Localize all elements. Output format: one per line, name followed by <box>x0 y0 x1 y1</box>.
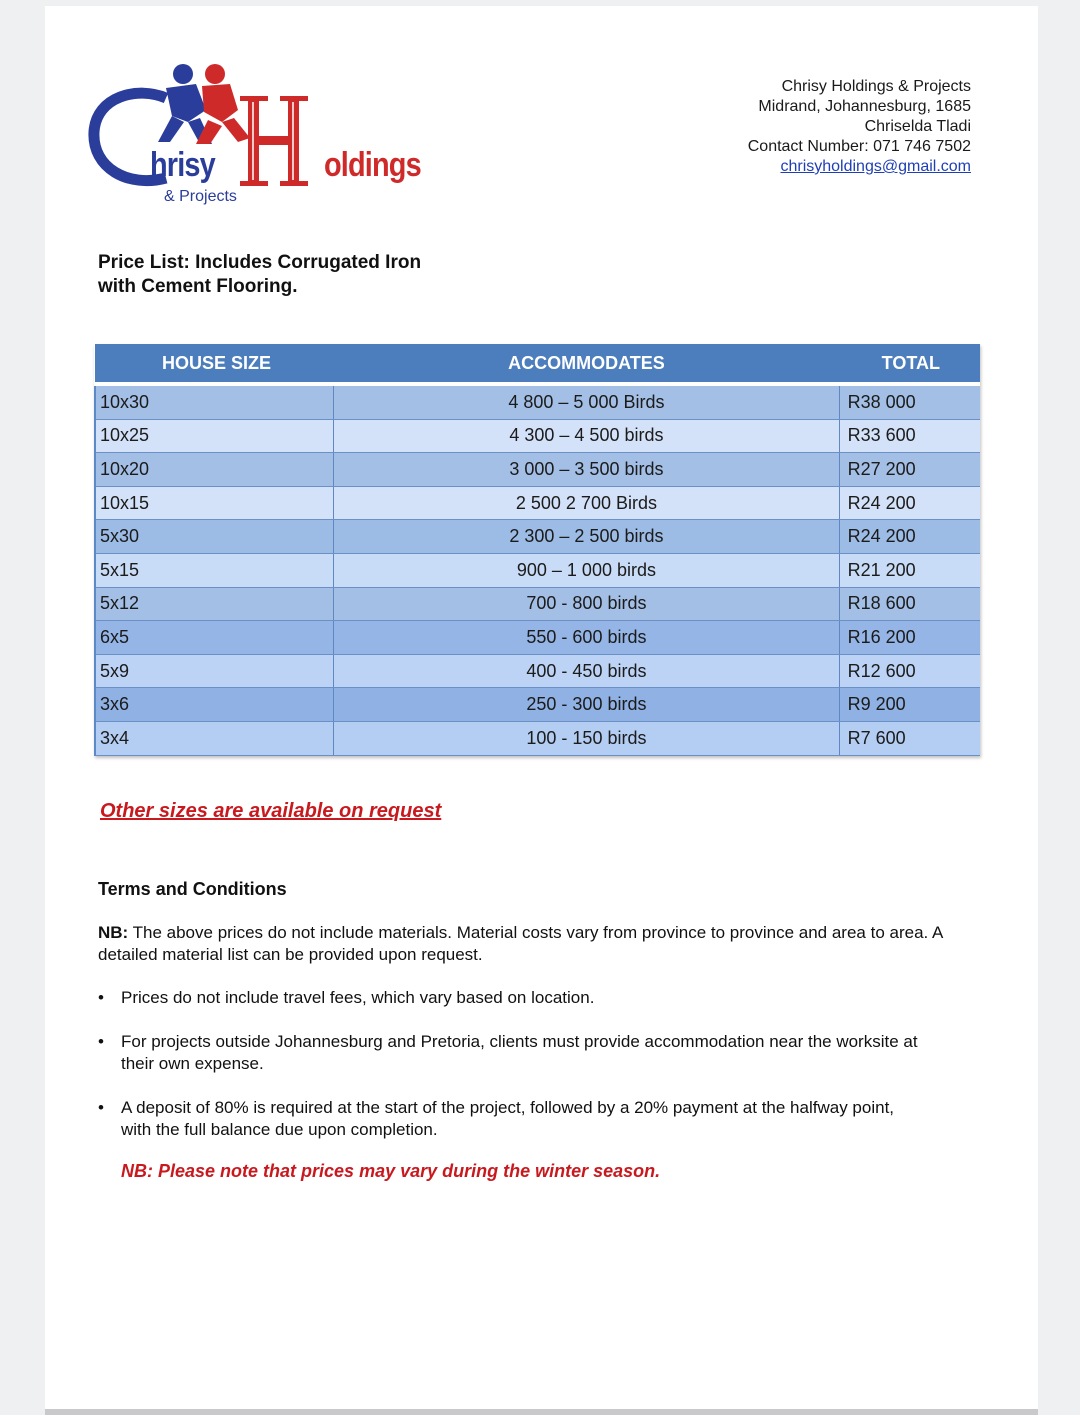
cell-accommodates: 100 - 150 birds <box>334 721 839 755</box>
email-link[interactable]: chrisyholdings@gmail.com <box>780 158 971 175</box>
address-line: Chriselda Tladi <box>864 118 971 135</box>
cell-accommodates: 400 - 450 birds <box>334 654 839 688</box>
cell-house-size: 10x20 <box>95 453 334 487</box>
nb-label: NB: <box>98 923 129 942</box>
cell-total: R12 600 <box>839 654 980 688</box>
table-row <box>95 621 980 655</box>
table-row <box>95 553 980 587</box>
company-logo <box>88 60 438 210</box>
cell-total: R16 200 <box>839 621 980 655</box>
cell-house-size: 5x15 <box>95 553 334 587</box>
cell-house-size: 3x4 <box>95 721 334 755</box>
terms-item-text: Prices do not include travel fees, which vary based on location. <box>121 988 595 1007</box>
bullet-icon: • <box>98 1032 104 1051</box>
terms-item <box>98 1097 918 1141</box>
table-row <box>95 520 980 554</box>
terms-heading: Terms and Conditions <box>98 879 287 899</box>
cell-house-size: 5x30 <box>95 520 334 554</box>
logo-subtitle: & Projects <box>164 188 237 205</box>
price-table <box>94 344 980 756</box>
logo-word-chrisy: hrisy <box>150 146 215 184</box>
cell-total: R24 200 <box>839 520 980 554</box>
terms-item-text: For projects outside Johannesburg and Pretoria, clients must provide accommodation near the worksite at their own expense. <box>121 1032 918 1073</box>
cell-accommodates: 4 300 – 4 500 birds <box>334 419 839 453</box>
header-house-size: HOUSE SIZE <box>95 344 334 384</box>
nb-text: The above prices do not include materials. Material costs vary from province to province and area to area. A detailed material list can be provided upon request. <box>98 923 943 964</box>
table-row <box>95 688 980 722</box>
bullet-icon: • <box>98 988 104 1007</box>
nb-paragraph <box>98 922 958 966</box>
table-row <box>95 453 980 487</box>
table-header-row <box>95 344 980 384</box>
cell-total: R21 200 <box>839 553 980 587</box>
cell-accommodates: 700 - 800 birds <box>334 587 839 621</box>
bullet-icon: • <box>98 1098 104 1117</box>
address-line: Midrand, Johannesburg, 1685 <box>758 98 971 115</box>
page-edge-shadow <box>45 1409 1038 1415</box>
cell-total: R7 600 <box>839 721 980 755</box>
cell-total: R9 200 <box>839 688 980 722</box>
table-row <box>95 721 980 755</box>
header-accommodates: ACCOMMODATES <box>334 344 839 384</box>
cell-total: R24 200 <box>839 486 980 520</box>
contact-number: Contact Number: 071 746 7502 <box>747 138 971 155</box>
title-line: with Cement Flooring. <box>98 276 298 297</box>
table-row <box>95 654 980 688</box>
other-sizes-note: Other sizes are available on request <box>100 800 442 822</box>
cell-house-size: 10x30 <box>95 384 334 419</box>
cell-accommodates: 2 500 2 700 Birds <box>334 486 839 520</box>
cell-total: R33 600 <box>839 419 980 453</box>
cell-accommodates: 550 - 600 birds <box>334 621 839 655</box>
logo-word-oldings: oldings <box>324 146 421 184</box>
cell-accommodates: 2 300 – 2 500 birds <box>334 520 839 554</box>
logo-graphic <box>88 60 438 210</box>
cell-house-size: 5x12 <box>95 587 334 621</box>
table-row <box>95 384 980 419</box>
terms-item-text: A deposit of 80% is required at the start of the project, followed by a 20% payment at the halfway point, with the full balance due upon completion. <box>121 1098 895 1139</box>
terms-list <box>98 987 918 1163</box>
cell-accommodates: 900 – 1 000 birds <box>334 553 839 587</box>
cell-house-size: 6x5 <box>95 621 334 655</box>
address-line: Chrisy Holdings & Projects <box>781 78 971 95</box>
cell-house-size: 3x6 <box>95 688 334 722</box>
cell-accommodates: 250 - 300 birds <box>334 688 839 722</box>
table-row <box>95 486 980 520</box>
cell-accommodates: 3 000 – 3 500 birds <box>334 453 839 487</box>
company-address <box>748 77 971 177</box>
terms-item <box>98 1031 918 1075</box>
header-total: TOTAL <box>839 344 980 384</box>
cell-accommodates: 4 800 – 5 000 Birds <box>334 384 839 419</box>
winter-note: NB: Please note that prices may vary during the winter season. <box>121 1161 661 1181</box>
terms-item <box>98 987 918 1009</box>
cell-total: R18 600 <box>839 587 980 621</box>
cell-total: R27 200 <box>839 453 980 487</box>
cell-house-size: 10x25 <box>95 419 334 453</box>
cell-house-size: 10x15 <box>95 486 334 520</box>
cell-total: R38 000 <box>839 384 980 419</box>
title-line: Price List: Includes Corrugated Iron <box>98 252 422 273</box>
table-row <box>95 587 980 621</box>
table-row <box>95 419 980 453</box>
cell-house-size: 5x9 <box>95 654 334 688</box>
price-list-title <box>98 251 478 299</box>
